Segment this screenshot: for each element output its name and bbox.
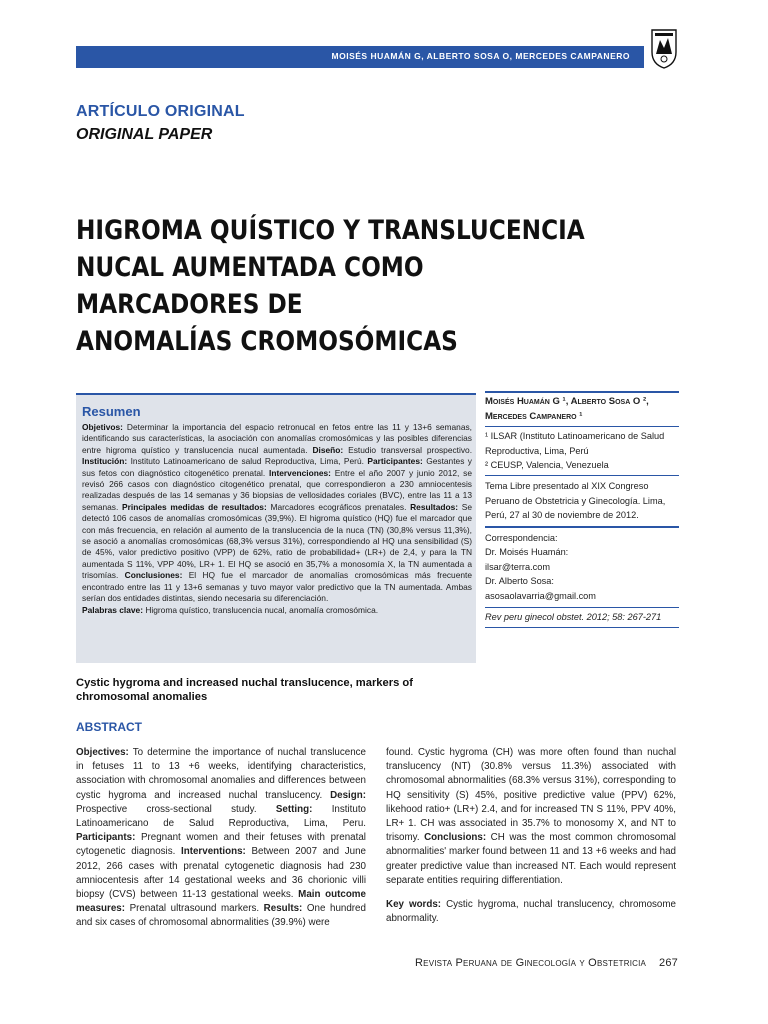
citation: Rev peru ginecol obstet. 2012; 58: 267-271 xyxy=(485,612,662,623)
abstract-label: Conclusions: xyxy=(424,832,487,844)
abstract-label: Interventions: xyxy=(181,846,246,858)
resumen-text: Estudio transversal prospectivo. xyxy=(348,444,473,455)
abstract-heading: ABSTRACT xyxy=(76,720,142,734)
abstract-text: Pregnant women and their fetuses with prenatal cytogenetic diagnosis. xyxy=(76,832,366,858)
resumen-text: Gestantes y sus fetos con diagnóstico citogenético prenatal. xyxy=(82,456,472,478)
resumen-label: Participantes: xyxy=(367,456,423,467)
abstract-label: Participants: xyxy=(76,832,136,844)
page-footer xyxy=(415,957,678,969)
resumen-body xyxy=(82,422,472,616)
abstract-paragraph xyxy=(386,746,676,888)
title-line: NUCAL AUMENTADA COMO MARCADORES DE xyxy=(76,252,424,320)
resumen-heading: Resumen xyxy=(82,404,141,419)
resumen-text: Marcadores ecográficos prenatales. xyxy=(270,501,407,512)
correspondence-line: Dr. Alberto Sosa: xyxy=(485,576,554,587)
resumen-text: Se detectó 106 casos de anomalías cromosómicas (39,9%). El higroma quístico (HQ) fue el marcador que con más frecuencia, en relación al aumento de la translucencia de la nuca (TN) (30,8% versus 11,3%), se asoció a anomalías cromosómicas (68,3% versus 31%), correspondiendo al HQ una sensibilidad (S) de 45%, valor predictivo positivo (VPP) de 62%, ratio de probabilidad+ (LR+) de 2,4, y para la TN aumentada S 11%, VPP 40%, LR+ 1. El HQ se asoció en 35,7% a monosomía X, la TN aumentada a trisomías. xyxy=(82,501,473,581)
title-line: HIGROMA QUÍSTICO Y TRANSLUCENCIA xyxy=(76,215,585,246)
abstract-paragraph xyxy=(76,746,366,931)
abstract-text: Instituto Latinoamericano de Salud Reproductiva, Lima, Peru. xyxy=(76,803,366,830)
abstract-label: Design: xyxy=(330,789,366,801)
keywords-paragraph xyxy=(386,898,676,926)
article-type-es: ARTÍCULO ORIGINAL xyxy=(76,103,245,120)
resumen-label: Intervenciones: xyxy=(269,467,331,478)
correspondence-email[interactable]: ilsar@terra.com xyxy=(485,561,550,572)
keywords-label: Key words: xyxy=(386,899,442,911)
abstract-text: Between 2007 and June 2012, 266 cases with prenatal cytogenetic diagnosis had 230 amniocentesis after 14 gestational weeks and 36 chorionic villi biopsy (CVS) between 11-13 gestational weeks. xyxy=(76,846,366,901)
resumen-text: Entre el año 2007 y junio 2012, se revisó 266 casos con diagnóstico citogenético prenatal, que correspondieron a 230 amniocentesis realizadas después de las 14 semanas y 36 biopsias de vellosidades coriales (BVC), entre las 11 a 13 semanas. xyxy=(82,467,472,512)
resumen-label: Diseño: xyxy=(312,444,344,455)
abstract-label: Setting: xyxy=(275,803,313,815)
correspondence-email[interactable]: asosaolavarria@gmail.com xyxy=(485,590,596,601)
article-type-en: ORIGINAL PAPER xyxy=(76,126,213,143)
title-line: ANOMALÍAS CROMOSÓMICAS xyxy=(76,326,458,357)
sidebar-authors: Moisés Huamán G ¹, Alberto Sosa O ², Mercedes Campanero ¹ xyxy=(485,395,649,422)
running-header-authors: MOISÉS HUAMÁN G, ALBERTO SOSA O, MERCEDES CAMPANERO xyxy=(331,51,630,61)
correspondence xyxy=(485,528,679,607)
abstract-label: Objectives: xyxy=(76,747,129,758)
footer-journal: Revista Peruana de Ginecología y Obstetricia xyxy=(415,957,647,969)
correspondence-line: Correspondencia: xyxy=(485,532,558,543)
affiliations xyxy=(485,427,679,475)
resumen-text: Higroma quístico, translucencia nucal, anomalía cromosómica. xyxy=(145,604,379,615)
abstract-text: To determine the importance of nuchal translucence in fetuses 11 to 13 +6 weeks, identifying characteristics, association with chromosomal anomalies and differences between cystic hygroma and increased nuchal translucency. xyxy=(76,747,366,801)
correspondence-line: Dr. Moisés Huamán: xyxy=(485,547,569,558)
divider xyxy=(485,627,679,629)
abstract-text: Prenatal ultrasound markers. xyxy=(129,903,260,915)
abstract-text: One hundred and six cases of chromosomal abnormalities (39.9%) were xyxy=(76,903,366,929)
resumen-text: Instituto Latinoamericano de salud Reproductiva, Lima, Perú. xyxy=(130,456,364,467)
article-title xyxy=(76,212,601,360)
resumen-text: El HQ fue el marcador de anomalías cromosómicas más frecuente encontrado entre las 11 y 13+6 semanas y tuvo mayor valor predictivo que la TN aumentada. Ambas serían dos entidades distintas, siendo necesaria su diferenciación. xyxy=(82,570,472,604)
resumen-label: Principales medidas de resultados: xyxy=(122,501,267,512)
resumen-label: Objetivos: xyxy=(82,422,123,432)
resumen-label: Resultados: xyxy=(410,501,459,512)
abstract-left-column xyxy=(76,746,366,941)
author-sidebar xyxy=(485,391,679,628)
affiliation: ² CEUSP, Valencia, Venezuela xyxy=(485,460,609,471)
abstract-text: found. Cystic hygroma (CH) was more often found than nuchal translucency (NT) (30.8% versus 11.3%) associated with chromosomal abnormalities (68.3% versus 31%), corresponding to HQ sensitivity (S) 45%, positive predictive value (PPV) 62%, likehood ratio+ (LR+) 2.4, and for increased TN S 11%, PPV 40%, LR+ 1. CH was associated in 35.7% to monosomy X, and NT to trisomy. xyxy=(386,747,676,844)
journal-logo-icon xyxy=(650,26,678,70)
affiliation: ¹ ILSAR (Instituto Latinoamericano de Salud Reproductiva, Lima, Perú xyxy=(485,431,665,456)
running-header-bar xyxy=(76,46,644,68)
resumen-label: Conclusiones: xyxy=(124,570,183,581)
page-number: 267 xyxy=(659,957,678,969)
resumen-label: Institución: xyxy=(82,456,128,467)
abstract-label: Main outcome measures: xyxy=(76,889,366,915)
abstract-text: CH was the most common chromosomal abnormalities' marker found between 11 and 13 +6 weeks and had greater predictive value than increased NT. Each would represent separate entities requiring differentiation. xyxy=(386,832,676,886)
keywords-text: Cystic hygroma, nuchal translucency, chromosome abnormality. xyxy=(386,899,676,925)
english-title: Cystic hygroma and increased nuchal translucence, markers of chromosomal anomalies xyxy=(76,677,413,703)
resumen-label: Palabras clave: xyxy=(82,604,143,615)
resumen-text: Determinar la importancia del espacio retronucal en fetos entre las 11 y 13+6 semanas, identificando sus características, la asociación con anomalías cromosómicas y las posibles diferencias entre higroma quístico y translucencia nucal aumentada. xyxy=(82,422,472,455)
abstract-right-column xyxy=(386,746,676,936)
abstract-label: Results: xyxy=(263,903,303,915)
abstract-text: Prospective cross-sectional study. xyxy=(76,803,257,815)
congress-note: Tema Libre presentado al XIX Congreso Peruano de Obstetricia y Ginecología. Lima, Perú, 27 al 30 de noviembre de 2012. xyxy=(485,481,666,521)
